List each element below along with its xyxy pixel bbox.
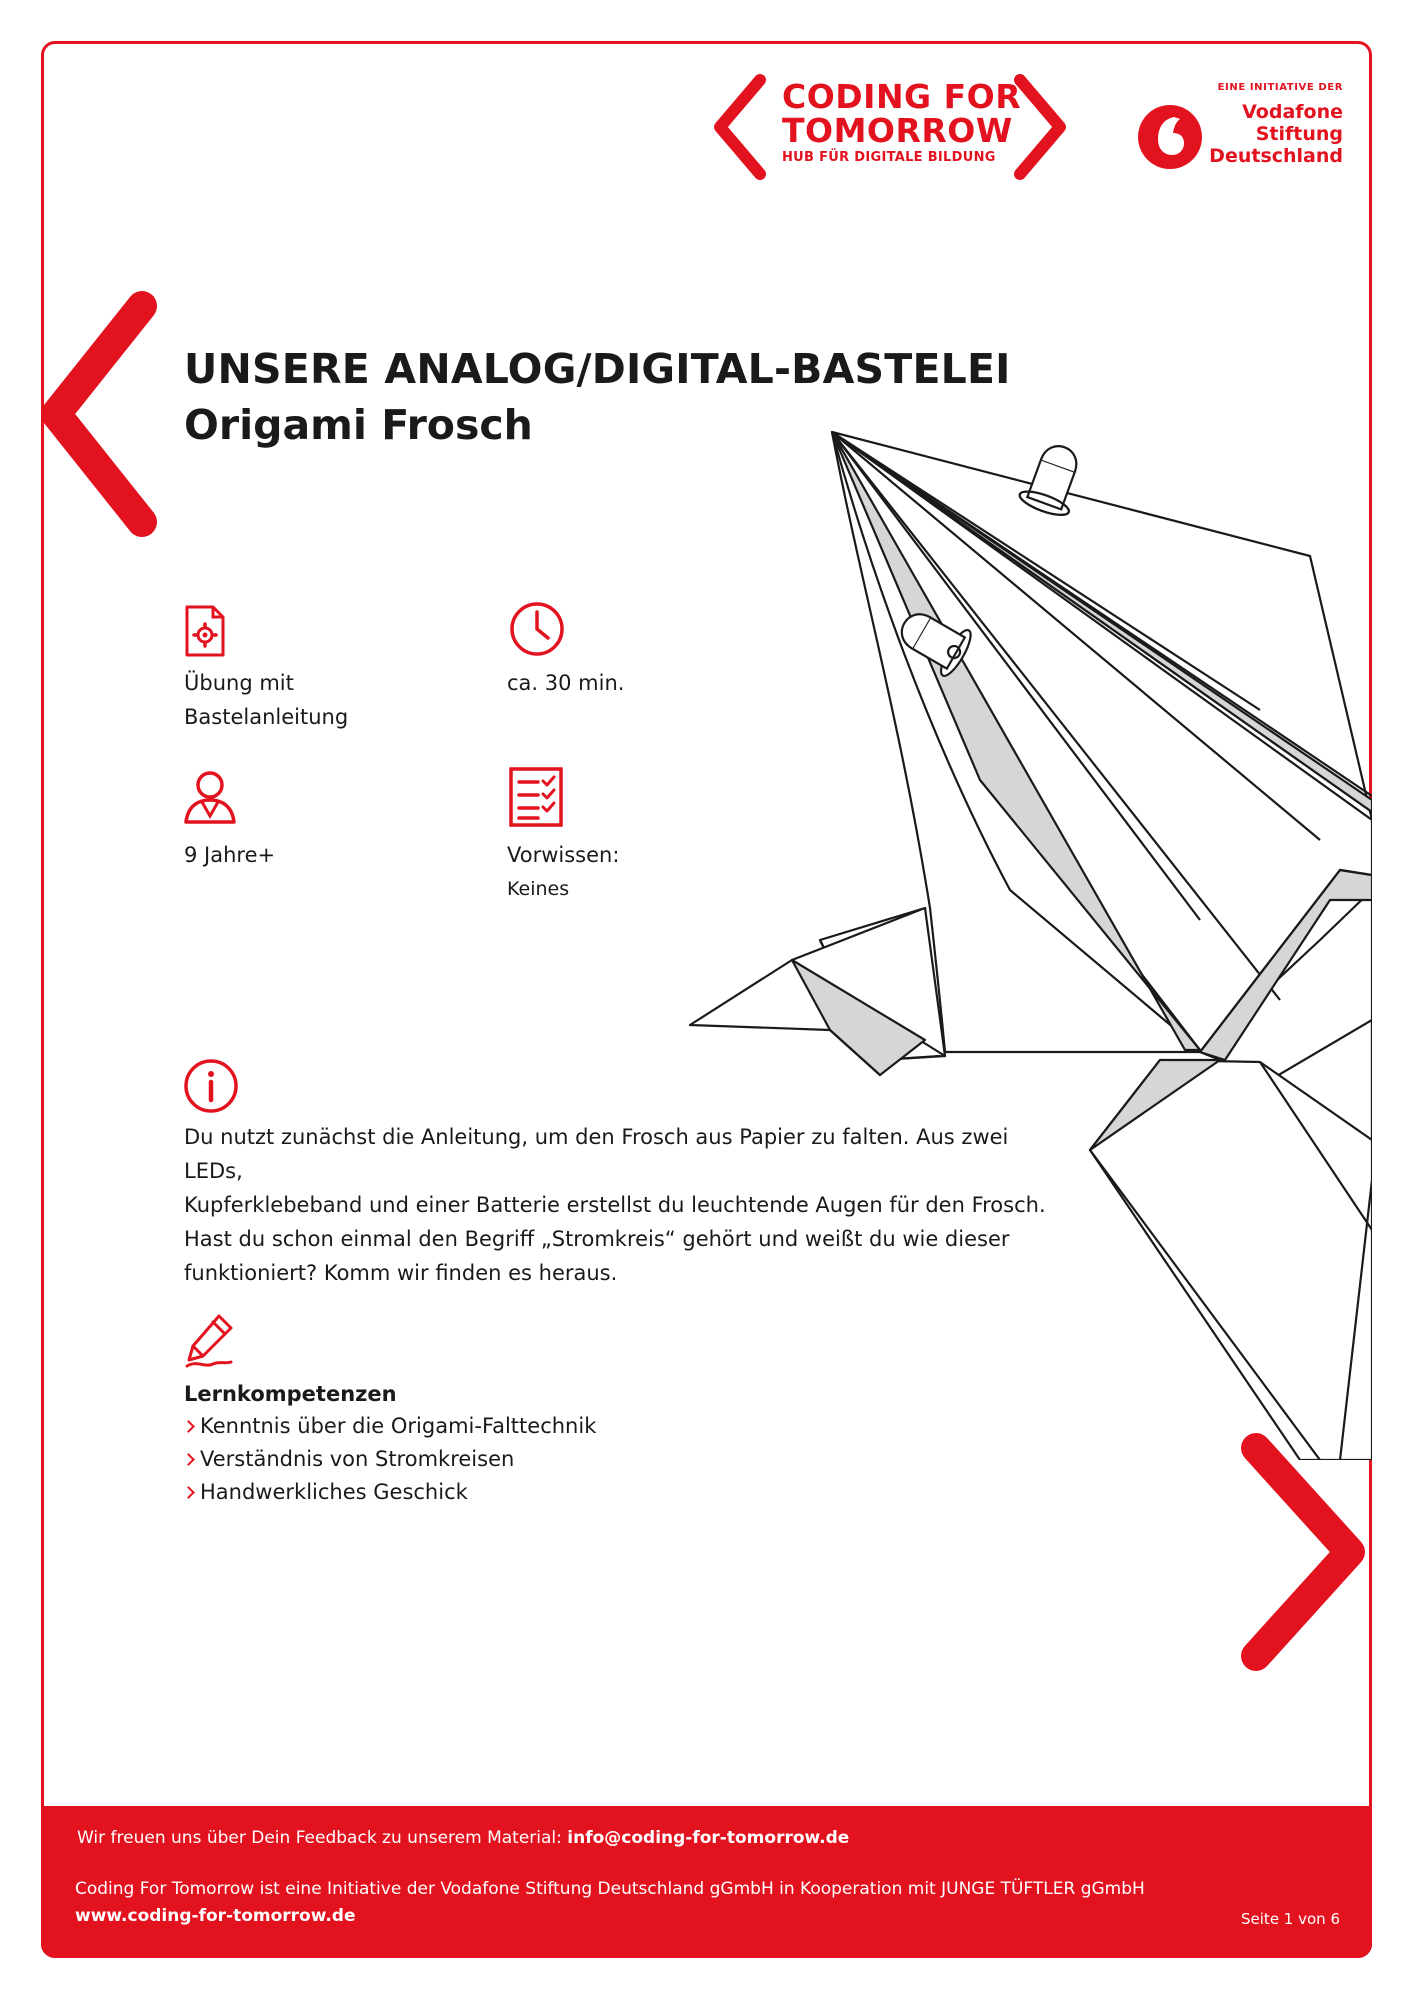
feedback-line [77, 1828, 849, 1848]
list-item: Kenntnis über die Origami-Falttechnik [184, 1410, 596, 1443]
foundation-name-line-2: Stiftung [1255, 123, 1343, 145]
description-line-4: funktioniert? Komm wir finden es heraus. [184, 1261, 618, 1285]
duration: ca. 30 min. [507, 671, 625, 695]
prior-knowledge [507, 838, 619, 906]
chevron-left-decoration-icon [30, 290, 170, 540]
origami-frog-illustration [680, 420, 1372, 1460]
initiative-label: EINE INITIATIVE DER [1217, 82, 1343, 93]
logo-line-2: TOMORROW [782, 111, 1013, 150]
logo-tagline: HUB FÜR DIGITALE BILDUNG [782, 150, 996, 165]
checklist-icon [508, 766, 564, 828]
feedback-email-link[interactable]: info@coding-for-tomorrow.de [567, 1828, 850, 1848]
exercise-type [184, 666, 348, 734]
description-line-3: Hast du schon einmal den Begriff „Stromkreis“ gehört und weißt du wie dieser [184, 1227, 1010, 1251]
description-line-1: Du nutzt zunächst die Anleitung, um den Frosch aus Papier zu falten. Aus zwei LEDs, [184, 1125, 1009, 1183]
vodafone-logo-icon [1136, 103, 1204, 171]
pencil-icon [183, 1310, 239, 1368]
person-icon [182, 768, 238, 826]
feedback-text: Wir freuen uns über Dein Feedback zu unserem Material: [77, 1828, 562, 1848]
clock-icon [508, 600, 566, 658]
prior-knowledge-label: Vorwissen: [507, 843, 620, 867]
page-title: UNSERE ANALOG/DIGITAL-BASTELEI [184, 345, 1011, 393]
website-link[interactable]: www.coding-for-tomorrow.de [75, 1906, 356, 1926]
foundation-name [1209, 101, 1343, 167]
description-line-2: Kupferklebeband und einer Batterie erstellst du leuchtende Augen für den Frosch. [184, 1193, 1046, 1217]
info-icon [183, 1058, 239, 1114]
description [184, 1120, 1064, 1290]
list-item: Verständnis von Stromkreisen [184, 1443, 596, 1476]
coding-for-tomorrow-logo [710, 74, 1070, 184]
logo-line-1: CODING FOR [782, 77, 1022, 116]
competencies-heading: Lernkompetenzen [184, 1382, 397, 1406]
prior-knowledge-value: Keines [507, 878, 570, 900]
page-number: Seite 1 von 6 [1241, 1910, 1340, 1928]
competencies-list [184, 1410, 596, 1509]
age: 9 Jahre+ [184, 843, 276, 867]
exercise-type-line-1: Übung mit [184, 671, 294, 695]
credits: Coding For Tomorrow ist eine Initiative der Vodafone Stiftung Deutschland gGmbH in Kooperation mit JUNGE TÜFTLER gGmbH [75, 1879, 1145, 1899]
page-subtitle: Origami Frosch [184, 401, 533, 449]
document-gear-icon [181, 603, 229, 659]
foundation-name-line-3: Deutschland [1209, 145, 1343, 167]
exercise-type-line-2: Bastelanleitung [184, 705, 349, 729]
footer [41, 1806, 1372, 1958]
foundation-name-line-1: Vodafone [1242, 101, 1343, 123]
list-item: Handwerkliches Geschick [184, 1476, 596, 1509]
